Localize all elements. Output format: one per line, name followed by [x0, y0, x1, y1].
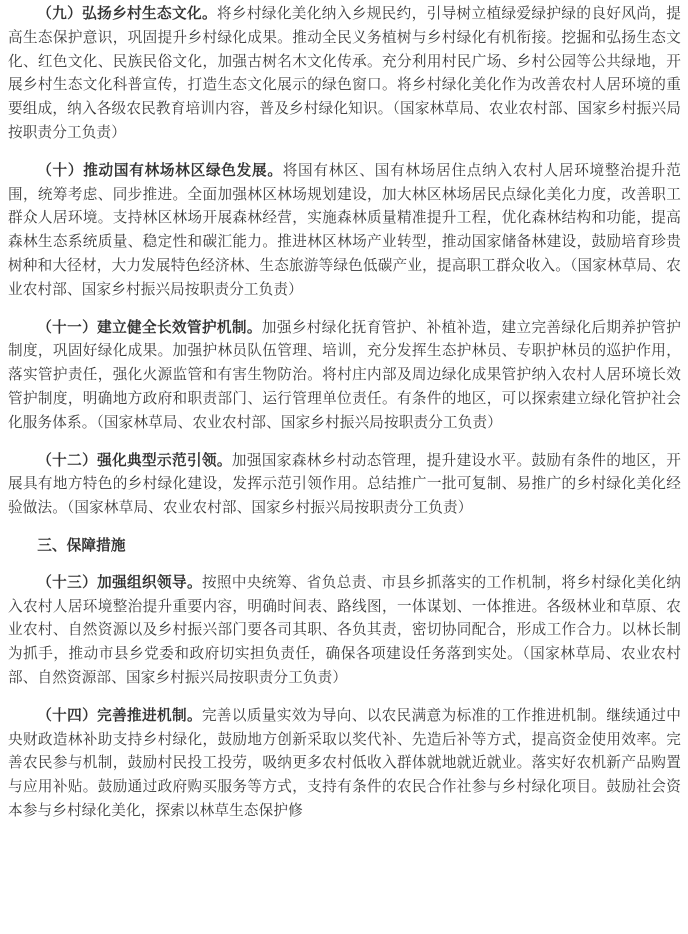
paragraph-body: 将国有林区、国有林场居住点纳入农村人居环境整治提升范围，统筹考虑、同步推进。全面加强林区林场规划建设，加大林区林场居民点绿化美化力度，改善职工群众人居环境。支持林区林场开展森林经营，实施森林质量精准提升工程，优化森林结构和功能，提高森林生态系统质量、稳定性和碳汇能力。推进林区林场产业转型，推动国家储备林建设，鼓励培育珍贵树种和大径材，大力发展特色经济林、生态旅游等绿色低碳产业，提高职工群众收入。（国家林草局、农业农村部、国家乡村振兴局按职责分工负责） [8, 161, 682, 298]
paragraph-heading: （九）弘扬乡村生态文化。 [37, 5, 217, 22]
paragraph-body: 加强乡村绿化抚育管护、补植补造，建立完善绿化后期养护管护制度，巩固好绿化成果。加强护林员队伍管理、培训，充分发挥生态护林员、专职护林员的巡护作用，落实管护责任，强化火源监管和有害生物防治。将村庄内部及周边绿化成果管护纳入农村人居环境长效管护制度，明确地方政府和职责部门、运行管理单位责任。有条件的地区，可以探索建立绿化管护社会化服务体系。（国家林草局、农业农村部、国家乡村振兴局按职责分工负责） [8, 318, 681, 431]
section-title: 三、保障措施 [37, 536, 126, 554]
paragraph-heading: （十三）加强组织领导。 [37, 573, 202, 591]
paragraph-10 [8, 159, 681, 302]
paragraph-body: 完善以质量实效为导向、以农民满意为标准的工作推进机制。继续通过中央财政造林补助支持乡村绿化，鼓励地方创新采取以奖代补、先造后补等方式，提高资金使用效率。完善农民参与机制，鼓励村民投工投劳，吸纳更多农村低收入群体就地就近就业。落实好农机新产品购置与应用补贴。鼓励通过政府购买服务等方式，支持有条件的农民合作社参与乡村绿化项目。鼓励社会资本参与乡村绿化美化，探索以林草生态保护修 [8, 706, 681, 819]
paragraph-body: 按照中央统筹、省负总责、市县乡抓落实的工作机制，将乡村绿化美化纳入农村人居环境整治提升重要内容，明确时间表、路线图，一体谋划、一体推进。各级林业和草原、农业农村、自然资源以及乡村振兴部门要各司其职、各负其责，密切协同配合，形成工作合力。以林长制为抓手，推动市县乡党委和政府切实担负责任，确保各项建设任务落到实处。（国家林草局、农业农村部、自然资源部、国家乡村振兴局按职责分工负责） [8, 573, 681, 686]
paragraph-12 [8, 449, 681, 520]
paragraph-13 [8, 571, 681, 690]
paragraph-body: 将乡村绿化美化纳入乡规民约，引导树立植绿爱绿护绿的良好风尚，提高生态保护意识，巩固提升乡村绿化成果。推动全民义务植树与乡村绿化有机衔接。挖掘和弘扬生态文化、红色文化、民族民俗文化，加强古树名木文化传承。充分利用村民广场、乡村公园等公共绿地，开展乡村生态文化科普宣传，打造生态文化展示的绿色窗口。将乡村绿化美化作为改善农村人居环境的重要组成，纳入各级农民教育培训内容，普及乡村绿化知识。（国家林草局、农业农村部、国家乡村振兴局按职责分工负责） [8, 5, 681, 141]
paragraph-14 [8, 704, 681, 823]
paragraph-heading: （十二）强化典型示范引领。 [37, 451, 232, 469]
paragraph-heading: （十）推动国有林场林区绿色发展。 [37, 161, 283, 179]
paragraph-9 [8, 2, 681, 145]
paragraph-heading: （十一）建立健全长效管护机制。 [37, 318, 262, 336]
paragraph-body: 加强国家森林乡村动态管理，提升建设水平。鼓励有条件的地区，开展具有地方特色的乡村绿化建设，发挥示范引领作用。总结推广一批可复制、易推广的乡村绿化美化经验做法。（国家林草局、农业农村部、国家乡村振兴局按职责分工负责） [8, 451, 681, 517]
paragraph-heading: （十四）完善推进机制。 [37, 706, 202, 724]
paragraph-11 [8, 316, 681, 435]
